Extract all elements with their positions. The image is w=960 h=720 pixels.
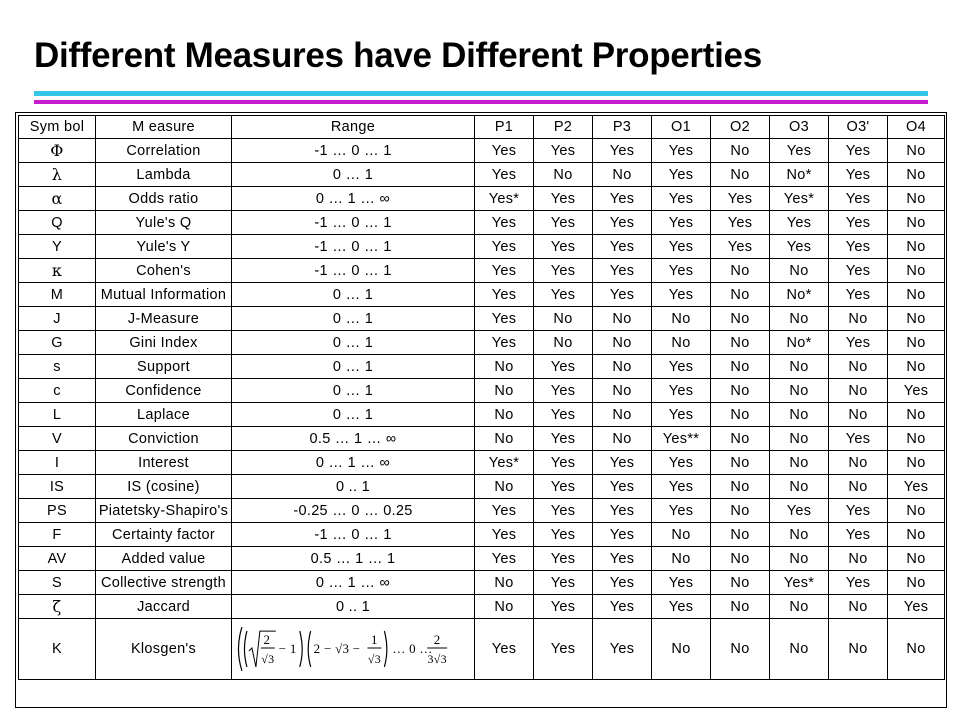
cell-p3: No bbox=[593, 379, 652, 403]
cell-o1: Yes bbox=[652, 451, 711, 475]
properties-table bbox=[18, 115, 945, 680]
table-row bbox=[19, 235, 945, 259]
cell-measure: Interest bbox=[96, 451, 232, 475]
frac1-num: 2 bbox=[263, 632, 271, 648]
header-measure: M easure bbox=[96, 116, 232, 139]
cell-symbol: AV bbox=[19, 547, 96, 571]
cell-o1: No bbox=[652, 619, 711, 680]
cell-o4: No bbox=[888, 235, 945, 259]
cell-o1: Yes bbox=[652, 235, 711, 259]
cell-measure: Mutual Information bbox=[96, 283, 232, 307]
cell-p1: No bbox=[475, 427, 534, 451]
table-row bbox=[19, 211, 945, 235]
frac3-den: 3√3 bbox=[427, 651, 447, 666]
cell-range: 0 … 1 bbox=[232, 307, 475, 331]
cell-p2: Yes bbox=[534, 619, 593, 680]
table-row bbox=[19, 283, 945, 307]
cell-o3: Yes bbox=[770, 235, 829, 259]
cell-o4: Yes bbox=[888, 595, 945, 619]
part2: 2 − √3 − bbox=[313, 640, 361, 656]
cell-symbol: K bbox=[19, 619, 96, 680]
cell-o2: No bbox=[711, 259, 770, 283]
cell-o2: No bbox=[711, 595, 770, 619]
cell-o3: No bbox=[770, 355, 829, 379]
cell-p3: Yes bbox=[593, 523, 652, 547]
cell-symbol: c bbox=[19, 379, 96, 403]
header-o3: O3 bbox=[770, 116, 829, 139]
cell-p2: Yes bbox=[534, 379, 593, 403]
cell-o1: Yes bbox=[652, 595, 711, 619]
cell-o4: No bbox=[888, 619, 945, 680]
cell-p1: No bbox=[475, 379, 534, 403]
cell-range: 0 … 1 bbox=[232, 403, 475, 427]
cell-p1: Yes bbox=[475, 163, 534, 187]
cell-o2: Yes bbox=[711, 187, 770, 211]
cell-range: 0 .. 1 bbox=[232, 595, 475, 619]
cell-o4: Yes bbox=[888, 379, 945, 403]
cell-symbol: ζ bbox=[19, 595, 96, 619]
cell-o3-prime: Yes bbox=[829, 331, 888, 355]
cell-o1: No bbox=[652, 331, 711, 355]
cell-o2: No bbox=[711, 451, 770, 475]
cell-o4: No bbox=[888, 283, 945, 307]
page-title: Different Measures have Different Properties bbox=[34, 36, 762, 75]
cell-o3: No bbox=[770, 619, 829, 680]
cell-p2: Yes bbox=[534, 499, 593, 523]
cell-o3: Yes bbox=[770, 499, 829, 523]
cell-p1: No bbox=[475, 355, 534, 379]
cell-p3: Yes bbox=[593, 259, 652, 283]
cell-o2: No bbox=[711, 547, 770, 571]
cell-p3: Yes bbox=[593, 619, 652, 680]
table-row bbox=[19, 331, 945, 355]
cell-o4: No bbox=[888, 451, 945, 475]
cell-o1: Yes bbox=[652, 211, 711, 235]
cell-measure: Cohen's bbox=[96, 259, 232, 283]
cell-symbol: α bbox=[19, 187, 96, 211]
minus-one: − 1 bbox=[278, 640, 297, 656]
table-row bbox=[19, 259, 945, 283]
header-row bbox=[19, 116, 945, 139]
cell-o2: No bbox=[711, 283, 770, 307]
cell-p2: Yes bbox=[534, 475, 593, 499]
cell-range: 0 … 1 bbox=[232, 355, 475, 379]
cell-p1: Yes* bbox=[475, 187, 534, 211]
cell-o3: No bbox=[770, 475, 829, 499]
cell-p3: No bbox=[593, 163, 652, 187]
cell-o4: No bbox=[888, 547, 945, 571]
cell-p1: Yes bbox=[475, 139, 534, 163]
cell-measure: Collective strength bbox=[96, 571, 232, 595]
cell-o1: No bbox=[652, 307, 711, 331]
table-row bbox=[19, 619, 945, 680]
cell-o3-prime: No bbox=[829, 619, 888, 680]
cell-p2: Yes bbox=[534, 139, 593, 163]
cell-o4: No bbox=[888, 355, 945, 379]
cell-p2: Yes bbox=[534, 403, 593, 427]
cell-p1: Yes bbox=[475, 235, 534, 259]
cell-p3: Yes bbox=[593, 475, 652, 499]
cell-range: 0 … 1 … ∞ bbox=[232, 187, 475, 211]
cell-measure: Odds ratio bbox=[96, 187, 232, 211]
cell-measure: Gini Index bbox=[96, 331, 232, 355]
cell-o3: No bbox=[770, 595, 829, 619]
cell-measure: Conviction bbox=[96, 427, 232, 451]
cell-symbol: G bbox=[19, 331, 96, 355]
header-p1: P1 bbox=[475, 116, 534, 139]
cell-range: 0 … 1 bbox=[232, 379, 475, 403]
cell-p2: Yes bbox=[534, 211, 593, 235]
cell-o3-prime: Yes bbox=[829, 571, 888, 595]
cell-p1: No bbox=[475, 595, 534, 619]
cell-o4: No bbox=[888, 139, 945, 163]
cell-p1: Yes bbox=[475, 499, 534, 523]
table-row bbox=[19, 523, 945, 547]
cell-p2: Yes bbox=[534, 595, 593, 619]
cell-p3: Yes bbox=[593, 235, 652, 259]
cell-o1: Yes bbox=[652, 475, 711, 499]
cell-o3: No bbox=[770, 427, 829, 451]
cell-o3: No* bbox=[770, 331, 829, 355]
cell-o4: No bbox=[888, 187, 945, 211]
table-row bbox=[19, 451, 945, 475]
cell-o4: Yes bbox=[888, 475, 945, 499]
cell-o1: Yes bbox=[652, 163, 711, 187]
cell-measure: J-Measure bbox=[96, 307, 232, 331]
cell-o2: Yes bbox=[711, 235, 770, 259]
cell-o1: Yes bbox=[652, 283, 711, 307]
cell-o2: No bbox=[711, 403, 770, 427]
cell-measure: Klosgen's bbox=[96, 619, 232, 680]
cell-symbol: s bbox=[19, 355, 96, 379]
cell-p1: Yes bbox=[475, 331, 534, 355]
cell-measure: Yule's Y bbox=[96, 235, 232, 259]
cell-o2: Yes bbox=[711, 211, 770, 235]
cell-p3: No bbox=[593, 331, 652, 355]
cell-p1: Yes bbox=[475, 523, 534, 547]
cell-symbol: I bbox=[19, 451, 96, 475]
cell-p2: Yes bbox=[534, 259, 593, 283]
header-o1: O1 bbox=[652, 116, 711, 139]
cell-o3: No bbox=[770, 379, 829, 403]
cell-p2: Yes bbox=[534, 283, 593, 307]
cell-p2: Yes bbox=[534, 427, 593, 451]
cell-p1: Yes bbox=[475, 307, 534, 331]
cell-symbol: J bbox=[19, 307, 96, 331]
cell-symbol: M bbox=[19, 283, 96, 307]
cell-o4: No bbox=[888, 403, 945, 427]
cell-range: 0.5 … 1 … ∞ bbox=[232, 427, 475, 451]
cell-o3: Yes bbox=[770, 211, 829, 235]
cell-o2: No bbox=[711, 139, 770, 163]
cell-o3: No bbox=[770, 403, 829, 427]
cell-o2: No bbox=[711, 427, 770, 451]
cell-symbol: Y bbox=[19, 235, 96, 259]
frac2-den: √3 bbox=[367, 651, 381, 666]
cell-range: -1 … 0 … 1 bbox=[232, 211, 475, 235]
cell-p2: No bbox=[534, 163, 593, 187]
cell-o3-prime: Yes bbox=[829, 523, 888, 547]
cell-o4: No bbox=[888, 499, 945, 523]
cell-o1: Yes bbox=[652, 379, 711, 403]
cell-p2: Yes bbox=[534, 235, 593, 259]
cell-o1: No bbox=[652, 547, 711, 571]
cell-p2: Yes bbox=[534, 187, 593, 211]
cell-p3: Yes bbox=[593, 595, 652, 619]
cell-o3: No* bbox=[770, 163, 829, 187]
cell-measure: Yule's Q bbox=[96, 211, 232, 235]
cell-p2: No bbox=[534, 307, 593, 331]
cell-p1: Yes bbox=[475, 259, 534, 283]
cell-o3-prime: Yes bbox=[829, 187, 888, 211]
cell-p2: Yes bbox=[534, 355, 593, 379]
table-row bbox=[19, 139, 945, 163]
table-row bbox=[19, 307, 945, 331]
cell-p1: Yes* bbox=[475, 451, 534, 475]
cell-measure: IS (cosine) bbox=[96, 475, 232, 499]
cell-o4: No bbox=[888, 211, 945, 235]
cell-o4: No bbox=[888, 331, 945, 355]
cell-o1: Yes bbox=[652, 187, 711, 211]
cell-measure: Jaccard bbox=[96, 595, 232, 619]
cell-o3: Yes* bbox=[770, 187, 829, 211]
cell-p3: Yes bbox=[593, 571, 652, 595]
cell-o3: No bbox=[770, 523, 829, 547]
cell-p2: Yes bbox=[534, 547, 593, 571]
cell-p1: No bbox=[475, 571, 534, 595]
cell-p1: No bbox=[475, 403, 534, 427]
cell-symbol: PS bbox=[19, 499, 96, 523]
cell-p1: Yes bbox=[475, 211, 534, 235]
cell-o1: Yes bbox=[652, 259, 711, 283]
cell-p3: Yes bbox=[593, 547, 652, 571]
table-row bbox=[19, 547, 945, 571]
cell-o3-prime: No bbox=[829, 307, 888, 331]
title-underline-magenta bbox=[34, 100, 928, 104]
cell-o4: No bbox=[888, 427, 945, 451]
cell-o4: No bbox=[888, 523, 945, 547]
cell-o2: No bbox=[711, 499, 770, 523]
cell-p2: Yes bbox=[534, 571, 593, 595]
cell-o3-prime: No bbox=[829, 547, 888, 571]
cell-p2: Yes bbox=[534, 451, 593, 475]
cell-o3-prime: Yes bbox=[829, 235, 888, 259]
cell-measure: Confidence bbox=[96, 379, 232, 403]
cell-range: 0 … 1 bbox=[232, 331, 475, 355]
table-row bbox=[19, 499, 945, 523]
cell-p1: Yes bbox=[475, 283, 534, 307]
table-row bbox=[19, 163, 945, 187]
cell-o3-prime: No bbox=[829, 403, 888, 427]
cell-p3: No bbox=[593, 355, 652, 379]
cell-p1: Yes bbox=[475, 547, 534, 571]
cell-o1: Yes bbox=[652, 355, 711, 379]
cell-o2: No bbox=[711, 163, 770, 187]
cell-symbol: F bbox=[19, 523, 96, 547]
cell-range: -1 … 0 … 1 bbox=[232, 523, 475, 547]
cell-measure: Added value bbox=[96, 547, 232, 571]
cell-measure: Certainty factor bbox=[96, 523, 232, 547]
cell-o2: No bbox=[711, 523, 770, 547]
cell-p3: Yes bbox=[593, 499, 652, 523]
table-row bbox=[19, 379, 945, 403]
cell-o1: Yes bbox=[652, 571, 711, 595]
cell-o3-prime: Yes bbox=[829, 163, 888, 187]
cell-p3: No bbox=[593, 307, 652, 331]
title-underline-cyan bbox=[34, 91, 928, 96]
header-range: Range bbox=[232, 116, 475, 139]
cell-o2: No bbox=[711, 379, 770, 403]
cell-o3: No bbox=[770, 451, 829, 475]
cell-o1: Yes** bbox=[652, 427, 711, 451]
cell-o2: No bbox=[711, 571, 770, 595]
cell-p3: Yes bbox=[593, 187, 652, 211]
cell-range: -1 … 0 … 1 bbox=[232, 139, 475, 163]
cell-range: 0 .. 1 bbox=[232, 475, 475, 499]
cell-o4: No bbox=[888, 307, 945, 331]
cell-o3: Yes* bbox=[770, 571, 829, 595]
header-p3: P3 bbox=[593, 116, 652, 139]
cell-o3-prime: No bbox=[829, 451, 888, 475]
cell-p3: Yes bbox=[593, 139, 652, 163]
header-o2: O2 bbox=[711, 116, 770, 139]
cell-symbol: IS bbox=[19, 475, 96, 499]
cell-range: -0.25 … 0 … 0.25 bbox=[232, 499, 475, 523]
cell-measure: Correlation bbox=[96, 139, 232, 163]
cell-p3: Yes bbox=[593, 211, 652, 235]
table-row bbox=[19, 187, 945, 211]
cell-o4: No bbox=[888, 571, 945, 595]
header-symbol: Sym bol bbox=[19, 116, 96, 139]
cell-symbol: κ bbox=[19, 259, 96, 283]
cell-o3: No* bbox=[770, 283, 829, 307]
cell-symbol: λ bbox=[19, 163, 96, 187]
klosgen-range-formula bbox=[232, 621, 474, 677]
cell-o3-prime: Yes bbox=[829, 211, 888, 235]
cell-o3-prime: Yes bbox=[829, 283, 888, 307]
frac1-den: √3 bbox=[261, 651, 275, 666]
cell-symbol: Φ bbox=[19, 139, 96, 163]
cell-p2: Yes bbox=[534, 523, 593, 547]
cell-symbol: Q bbox=[19, 211, 96, 235]
cell-measure: Piatetsky-Shapiro's bbox=[96, 499, 232, 523]
cell-o1: Yes bbox=[652, 499, 711, 523]
header-o4: O4 bbox=[888, 116, 945, 139]
table-row bbox=[19, 571, 945, 595]
cell-p1: Yes bbox=[475, 619, 534, 680]
cell-o2: No bbox=[711, 619, 770, 680]
cell-measure: Laplace bbox=[96, 403, 232, 427]
table-row bbox=[19, 595, 945, 619]
cell-o4: No bbox=[888, 259, 945, 283]
cell-o3: No bbox=[770, 259, 829, 283]
cell-o3-prime: No bbox=[829, 595, 888, 619]
cell-o2: No bbox=[711, 331, 770, 355]
cell-o3-prime: Yes bbox=[829, 427, 888, 451]
cell-p2: No bbox=[534, 331, 593, 355]
cell-symbol: S bbox=[19, 571, 96, 595]
frac2-num: 1 bbox=[371, 632, 378, 648]
cell-range: 0.5 … 1 … 1 bbox=[232, 547, 475, 571]
cell-o2: No bbox=[711, 475, 770, 499]
cell-o3-prime: No bbox=[829, 379, 888, 403]
cell-o3: Yes bbox=[770, 139, 829, 163]
cell-range: 0 … 1 bbox=[232, 283, 475, 307]
cell-o2: No bbox=[711, 307, 770, 331]
cell-symbol: L bbox=[19, 403, 96, 427]
cell-p3: No bbox=[593, 427, 652, 451]
cell-range: -1 … 0 … 1 bbox=[232, 259, 475, 283]
cell-o3-prime: Yes bbox=[829, 499, 888, 523]
table-row bbox=[19, 427, 945, 451]
cell-p3: Yes bbox=[593, 451, 652, 475]
cell-measure: Lambda bbox=[96, 163, 232, 187]
cell-o1: No bbox=[652, 523, 711, 547]
cell-range: -1 … 0 … 1 bbox=[232, 235, 475, 259]
header-o3-prime: O3' bbox=[829, 116, 888, 139]
cell-o3-prime: No bbox=[829, 355, 888, 379]
cell-p3: Yes bbox=[593, 283, 652, 307]
table-row bbox=[19, 475, 945, 499]
header-p2: P2 bbox=[534, 116, 593, 139]
formula-ellipsis: … 0 … bbox=[392, 640, 433, 656]
cell-o3-prime: No bbox=[829, 475, 888, 499]
cell-o1: Yes bbox=[652, 403, 711, 427]
cell-o2: No bbox=[711, 355, 770, 379]
cell-range: 0 … 1 bbox=[232, 163, 475, 187]
frac3-num: 2 bbox=[433, 632, 441, 648]
cell-p1: No bbox=[475, 475, 534, 499]
cell-o3: No bbox=[770, 307, 829, 331]
cell-measure: Support bbox=[96, 355, 232, 379]
cell-o3-prime: Yes bbox=[829, 259, 888, 283]
cell-o3-prime: Yes bbox=[829, 139, 888, 163]
cell-o4: No bbox=[888, 163, 945, 187]
table-row bbox=[19, 355, 945, 379]
cell-o3: No bbox=[770, 547, 829, 571]
table-row bbox=[19, 403, 945, 427]
cell-p3: No bbox=[593, 403, 652, 427]
cell-symbol: V bbox=[19, 427, 96, 451]
cell-o1: Yes bbox=[652, 139, 711, 163]
cell-range: 0 … 1 … ∞ bbox=[232, 451, 475, 475]
cell-range bbox=[232, 619, 475, 680]
cell-range: 0 … 1 … ∞ bbox=[232, 571, 475, 595]
